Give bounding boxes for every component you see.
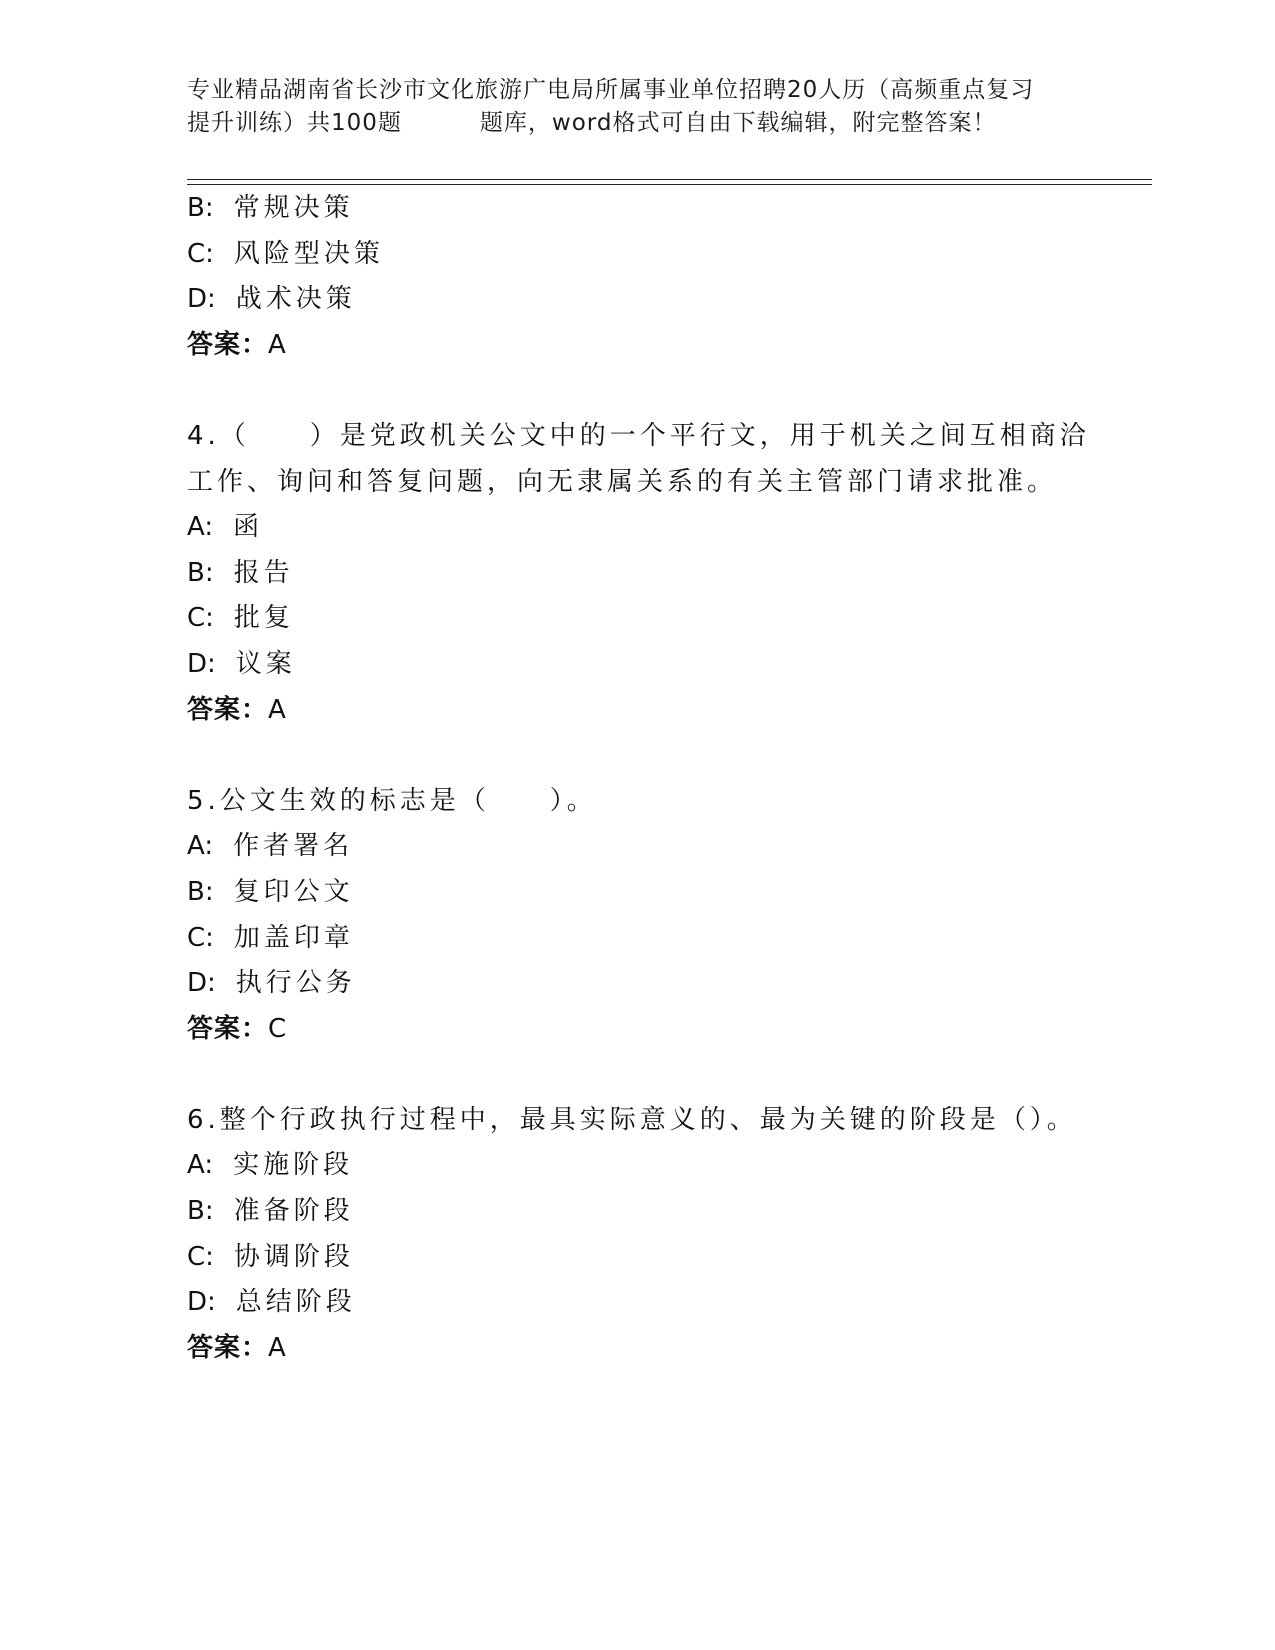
header-title-part-b: 题库，word格式可自由下载编辑，附完整答案！ — [479, 110, 997, 136]
option-text: 协调阶段 — [233, 1241, 354, 1272]
answer-line — [187, 1007, 1087, 1053]
option-d — [187, 642, 1087, 688]
option-d — [187, 277, 1087, 323]
option-b — [187, 186, 1087, 232]
option-d — [187, 961, 1087, 1007]
option-text: 加盖印章 — [233, 922, 354, 953]
option-text: 复印公文 — [233, 876, 354, 907]
option-c — [187, 232, 1087, 278]
option-text: 报告 — [233, 557, 294, 588]
answer-line — [187, 688, 1087, 734]
option-letter: C: — [187, 922, 214, 953]
answer-label: 答案： — [187, 694, 269, 725]
option-text: 实施阶段 — [233, 1150, 354, 1181]
option-letter: D: — [187, 648, 216, 679]
option-text: 常规决策 — [233, 193, 354, 223]
question-list — [187, 186, 1090, 1371]
option-b — [187, 551, 1087, 597]
header-divider-top — [187, 179, 1152, 180]
question-block-3 — [187, 186, 1087, 368]
option-letter: A: — [187, 1150, 214, 1181]
option-b — [187, 870, 1087, 916]
option-c — [187, 916, 1087, 962]
question-text: 5.公文生效的标志是（ ）。 — [187, 785, 597, 816]
header-title-part-a: 提升训练）共100题 — [187, 110, 402, 136]
option-text: 执行公务 — [235, 968, 356, 999]
question-text-continued: 工作、询问和答复问题，向无隶属关系的有关主管部门请求批准。 — [187, 466, 1058, 497]
answer-line — [187, 323, 1087, 369]
option-d — [187, 1280, 1087, 1326]
question-block-5 — [187, 779, 1087, 1053]
answer-label: 答案： — [187, 1013, 269, 1044]
question-block-4 — [187, 414, 1090, 733]
option-letter: B: — [187, 1196, 214, 1227]
answer-value: A — [268, 1332, 287, 1363]
option-c — [187, 1235, 1087, 1281]
question-block-6 — [187, 1098, 1087, 1372]
answer-value: A — [268, 694, 287, 725]
answer-label: 答案： — [187, 329, 269, 360]
option-letter: B: — [187, 557, 214, 588]
answer-label: 答案： — [187, 1332, 269, 1363]
option-letter: B: — [187, 193, 214, 223]
option-text: 函 — [233, 512, 264, 543]
option-c — [187, 596, 1087, 642]
option-letter: A: — [187, 512, 214, 543]
answer-value: C — [268, 1013, 288, 1044]
option-text: 批复 — [233, 603, 294, 634]
page-header — [187, 74, 1087, 140]
option-letter: C: — [187, 238, 214, 269]
question-text: 6.整个行政执行过程中，最具实际意义的、最为关键的阶段是（）。 — [187, 1104, 1077, 1135]
option-text: 风险型决策 — [233, 238, 384, 269]
header-title-line-2 — [187, 107, 1087, 140]
option-a — [187, 505, 1087, 551]
header-title-line-1: 专业精品湖南省长沙市文化旅游广电局所属事业单位招聘20人历（高频重点复习 — [187, 77, 1035, 103]
option-letter: C: — [187, 1241, 214, 1272]
option-a — [187, 824, 1087, 870]
question-text: 4.（ ）是党政机关公文中的一个平行文，用于机关之间互相商洽 — [187, 420, 1090, 451]
option-letter: D: — [187, 968, 216, 999]
option-text: 战术决策 — [235, 284, 356, 315]
answer-line — [187, 1326, 1087, 1372]
option-letter: A: — [187, 831, 214, 862]
option-letter: C: — [187, 603, 214, 634]
option-text: 准备阶段 — [233, 1196, 354, 1227]
option-letter: B: — [187, 876, 214, 907]
option-text: 议案 — [235, 648, 296, 679]
option-a — [187, 1143, 1087, 1189]
answer-value: A — [268, 329, 287, 360]
option-text: 作者署名 — [233, 831, 354, 862]
option-letter: D: — [187, 1287, 216, 1318]
option-letter: D: — [187, 284, 216, 315]
header-divider-bottom — [187, 184, 1152, 185]
option-b — [187, 1189, 1087, 1235]
option-text: 总结阶段 — [235, 1287, 356, 1318]
